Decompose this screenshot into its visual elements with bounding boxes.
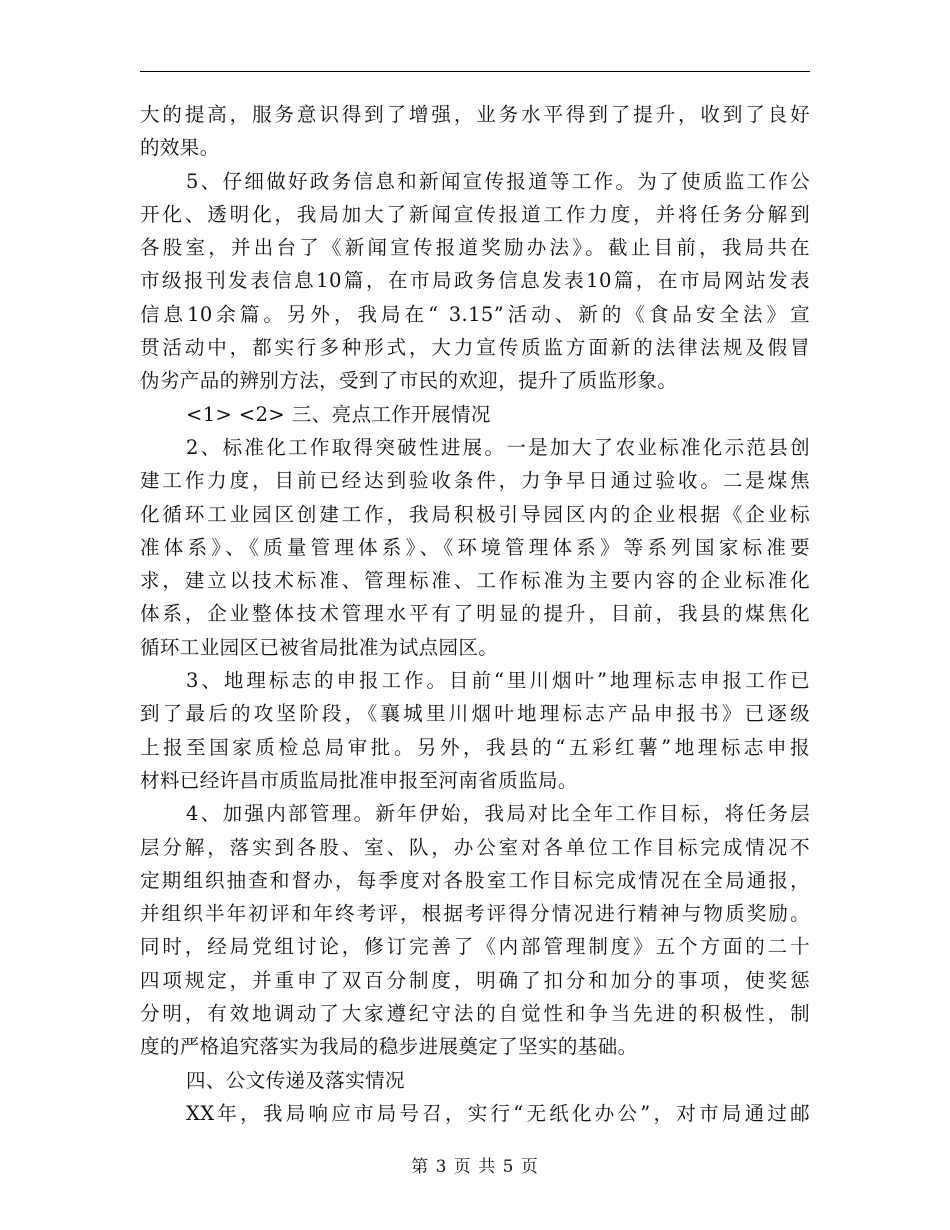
text-line: 循环工业园区已被省局批准为试点园区。 xyxy=(140,635,499,659)
text-line: 5、仔细做好政务信息和新闻宣传报道等工作。为了使质监工作公 xyxy=(186,169,810,193)
text-line: 定期组织抽查和督办，每季度对各股室工作目标完成情况在全局通报， xyxy=(140,868,810,892)
page-footer: 第 3 页 共 5 页 xyxy=(411,1157,539,1177)
text-line: 开化、透明化，我局加大了新闻宣传报道工作力度，并将任务分解到 xyxy=(140,202,810,226)
text-line: 分明，有效地调动了大家遵纪守法的自觉性和争当先进的积极性，制 xyxy=(140,1002,810,1026)
text-line: 度的严格追究落实为我局的稳步进展奠定了坚实的基础。 xyxy=(140,1035,638,1059)
document-body xyxy=(140,98,810,1130)
text-line: 2、标准化工作取得突破性进展。一是加大了农业标准化示范县创 xyxy=(186,435,810,459)
text-line: 建工作力度，目前已经达到验收条件，力争早日通过验收。二是煤焦 xyxy=(140,469,810,493)
text-line: 信息10余篇。另外，我局在“ 3.15”活动、新的《食品安全法》宣 xyxy=(140,302,810,326)
text-line: 求，建立以技术标准、管理标准、工作标准为主要内容的企业标准化 xyxy=(140,569,810,593)
text-line: 材料已经许昌市质监局批准申报至河南省质监局。 xyxy=(140,768,578,792)
text-line: 同时，经局党组讨论，修订完善了《内部管理制度》五个方面的二十 xyxy=(140,935,810,959)
header-rule xyxy=(140,71,810,72)
text-line: 大的提高，服务意识得到了增强，业务水平得到了提升，收到了良好 xyxy=(140,103,810,126)
text-line: 体系，企业整体技术管理水平有了明显的提升，目前，我县的煤焦化 xyxy=(140,602,810,626)
text-line: 四、公文传递及落实情况 xyxy=(186,1068,405,1092)
text-line: 各股室，并出台了《新闻宣传报道奖励办法》。截止目前，我局共在 xyxy=(140,236,810,260)
text-line: 的效果。 xyxy=(140,136,220,160)
text-line: 四项规定，并重申了双百分制度，明确了扣分和加分的事项，使奖惩 xyxy=(140,968,810,992)
text-line: 到了最后的攻坚阶段，《襄城里川烟叶地理标志产品申报书》已逐级 xyxy=(140,702,810,726)
text-line: 准体系》、《质量管理体系》、《环境管理体系》等系列国家标准要 xyxy=(140,535,810,559)
text-line: <1> <2> 三、亮点工作开展情况 xyxy=(186,402,491,426)
text-line: 市级报刊发表信息10篇，在市局政务信息发表10篇，在市局网站发表 xyxy=(140,269,810,293)
text-line: XX年，我局响应市局号召，实行“无纸化办公”，对市局通过邮 xyxy=(186,1101,810,1125)
text-line: 化循环工业园区创建工作，我局积极引导园区内的企业根据《企业标 xyxy=(140,502,810,526)
text-line: 伪劣产品的辨别方法，受到了市民的欢迎，提升了质监形象。 xyxy=(140,369,678,393)
text-line: 3、地理标志的申报工作。目前“里川烟叶”地理标志申报工作已 xyxy=(186,669,810,693)
text-line: 并组织半年初评和年终考评，根据考评得分情况进行精神与物质奖励。 xyxy=(140,902,810,926)
text-line: 贯活动中，都实行多种形式，大力宣传质监方面新的法律法规及假冒 xyxy=(140,336,810,360)
text-line: 上报至国家质检总局审批。另外，我县的“五彩红薯”地理标志申报 xyxy=(140,735,810,759)
text-line: 层分解，落实到各股、室、队，办公室对各单位工作目标完成情况不 xyxy=(140,835,810,859)
text-line: 4、加强内部管理。新年伊始，我局对比全年工作目标，将任务层 xyxy=(186,802,810,826)
